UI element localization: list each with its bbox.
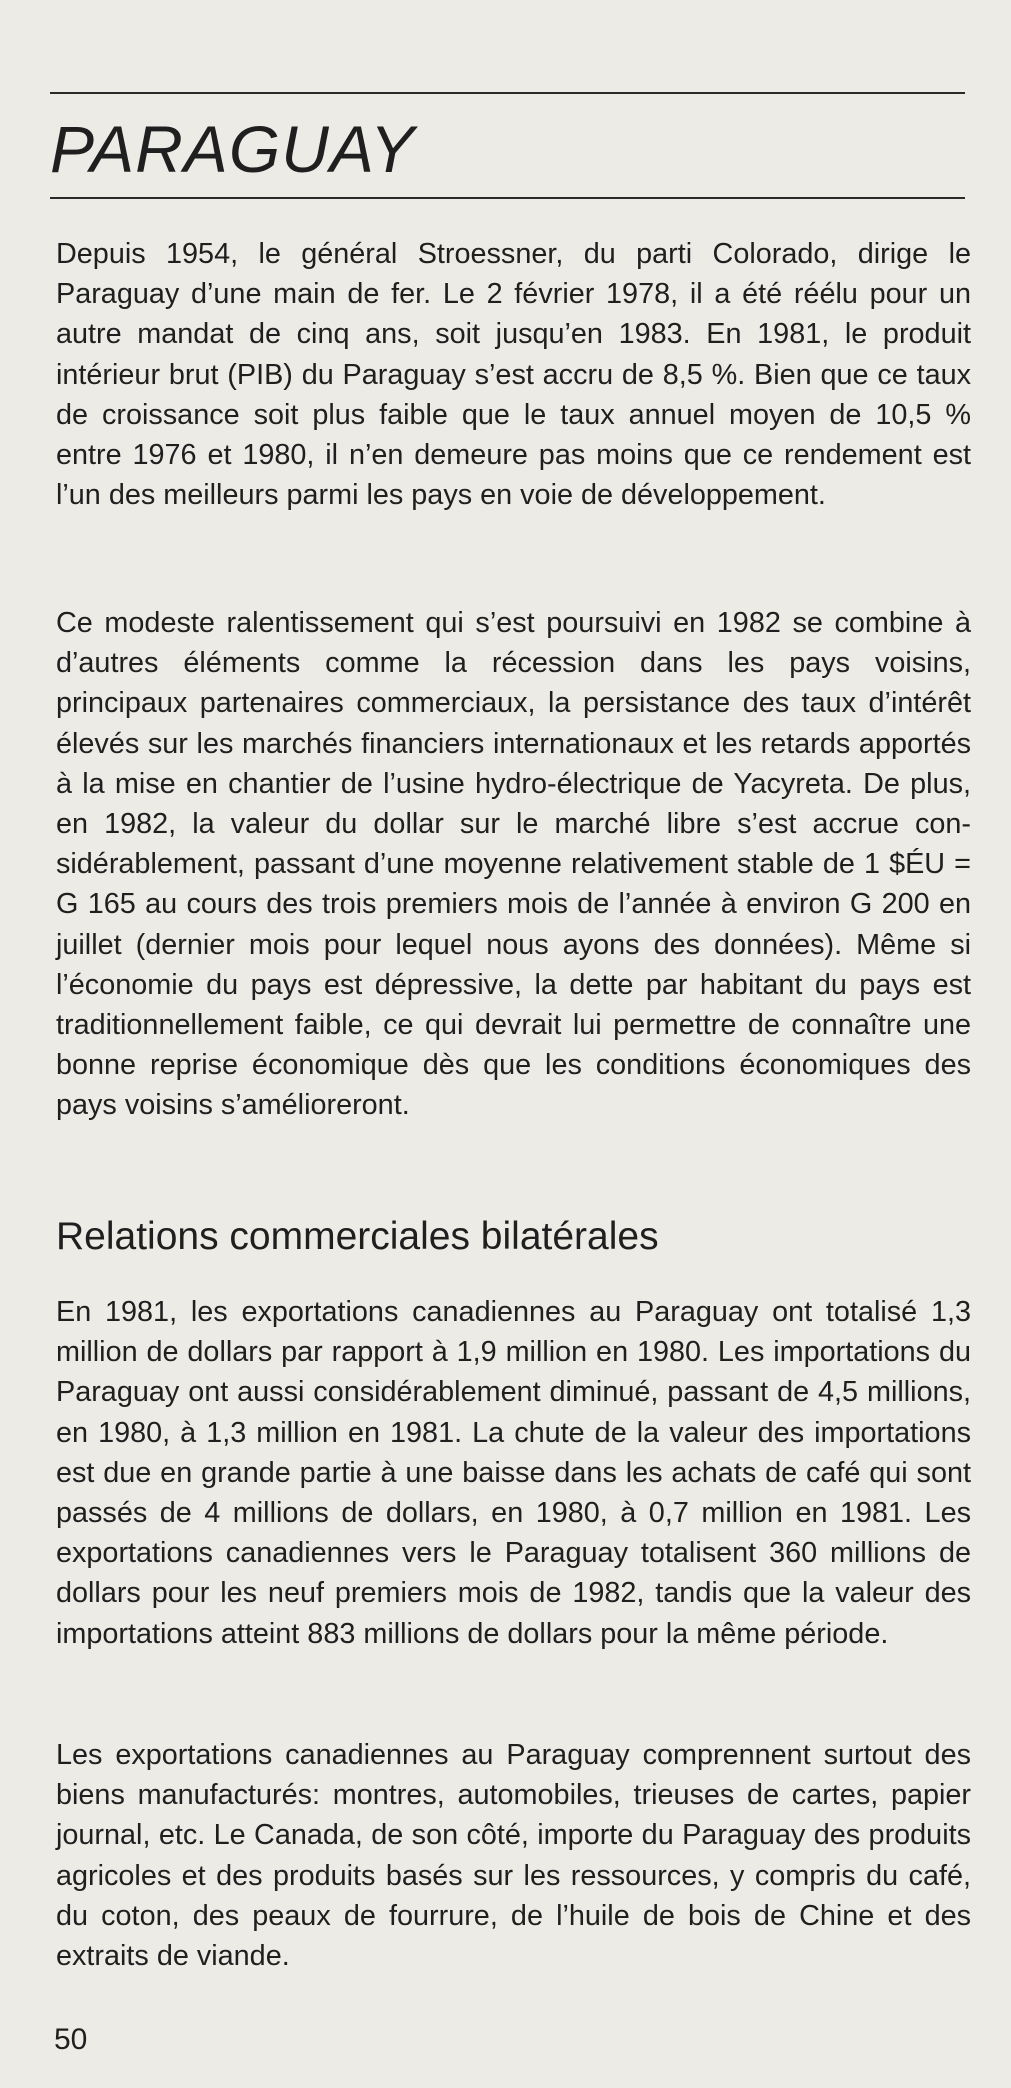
intro-paragraph-2: Ce modeste ralentissement qui s’est poursuivi en 1982 se combine à d’autres éléments comme la récession dans les pays voisins, principaux partenaires commerciaux, la persistance des taux d’intérêt élevés sur les marchés financiers internationaux et les retards apportés à la mise en chantier de l’usine hydro-électrique de Yacyreta. De plus, en 1982, la valeur du dollar sur le marché libre s’est accrue considérablement, passant d’une moyenne relativement stable de 1 $ÉU = G 165 au cours des trois premiers mois de l’année à environ G 200 en juillet (dernier mois pour lequel nous ayons des données). Même si l’économie du pays est dépressive, la dette par habitant du pays est traditionnellement faible, ce qui devrait lui permettre de connaître une bonne reprise économique dès que les conditions économiques des pays voisins s’amélioreront. bbox=[56, 607, 971, 1122]
section-paragraph-2: Les exportations canadiennes au Paraguay comprennent surtout des biens manufacturés: montres, automobiles, trieuses de cartes, papier journal, etc. Le Canada, de son côté, importe du Paraguay des produits agricoles et des produits basés sur les ressources, y compris du café, du coton, des peaux de fourrure, de l’huile de bois de Chine et des extraits de viande. bbox=[56, 1739, 971, 1973]
title-rule-top bbox=[50, 92, 965, 94]
section-heading: Relations commerciales bilatérales bbox=[56, 1215, 659, 1258]
page-title: PARAGUAY bbox=[50, 112, 415, 186]
page-number: 50 bbox=[54, 2023, 88, 2056]
intro-paragraph-1: Depuis 1954, le général Stroessner, du parti Colorado, dirige le Paraguay d’une main de fer. Le 2 février 1978, il a été réélu pour un autre mandat de cinq ans, soit jusqu’en 1983. En 1981, le produit intérieur brut (PIB) du Paraguay s’est accru de 8,5 %. Bien que ce taux de croissance soit plus faible que le taux annuel moyen de 10,5 % entre 1976 et 1980, il n’en demeure pas moins que ce rendement est l’un des meilleurs parmi les pays en voie de développement. bbox=[56, 238, 971, 512]
title-rule-bottom bbox=[50, 197, 965, 199]
section-paragraph-1: En 1981, les exportations canadiennes au Paraguay ont totalisé 1,3 million de dollars par rapport à 1,9 million en 1980. Les importations du Paraguay ont aussi considérablement diminué, passant de 4,5 millions, en 1980, à 1,3 million en 1981. La chute de la valeur des importations est due en grande partie à une baisse dans les achats de café qui sont passés de 4 millions de dollars, en 1980, à 0,7 million en 1981. Les exportations canadiennes vers le Paraguay totalisent 360 millions de dollars pour les neuf premiers mois de 1982, tandis que la valeur des importations atteint 883 millions de dollars pour la même période. bbox=[56, 1296, 971, 1650]
